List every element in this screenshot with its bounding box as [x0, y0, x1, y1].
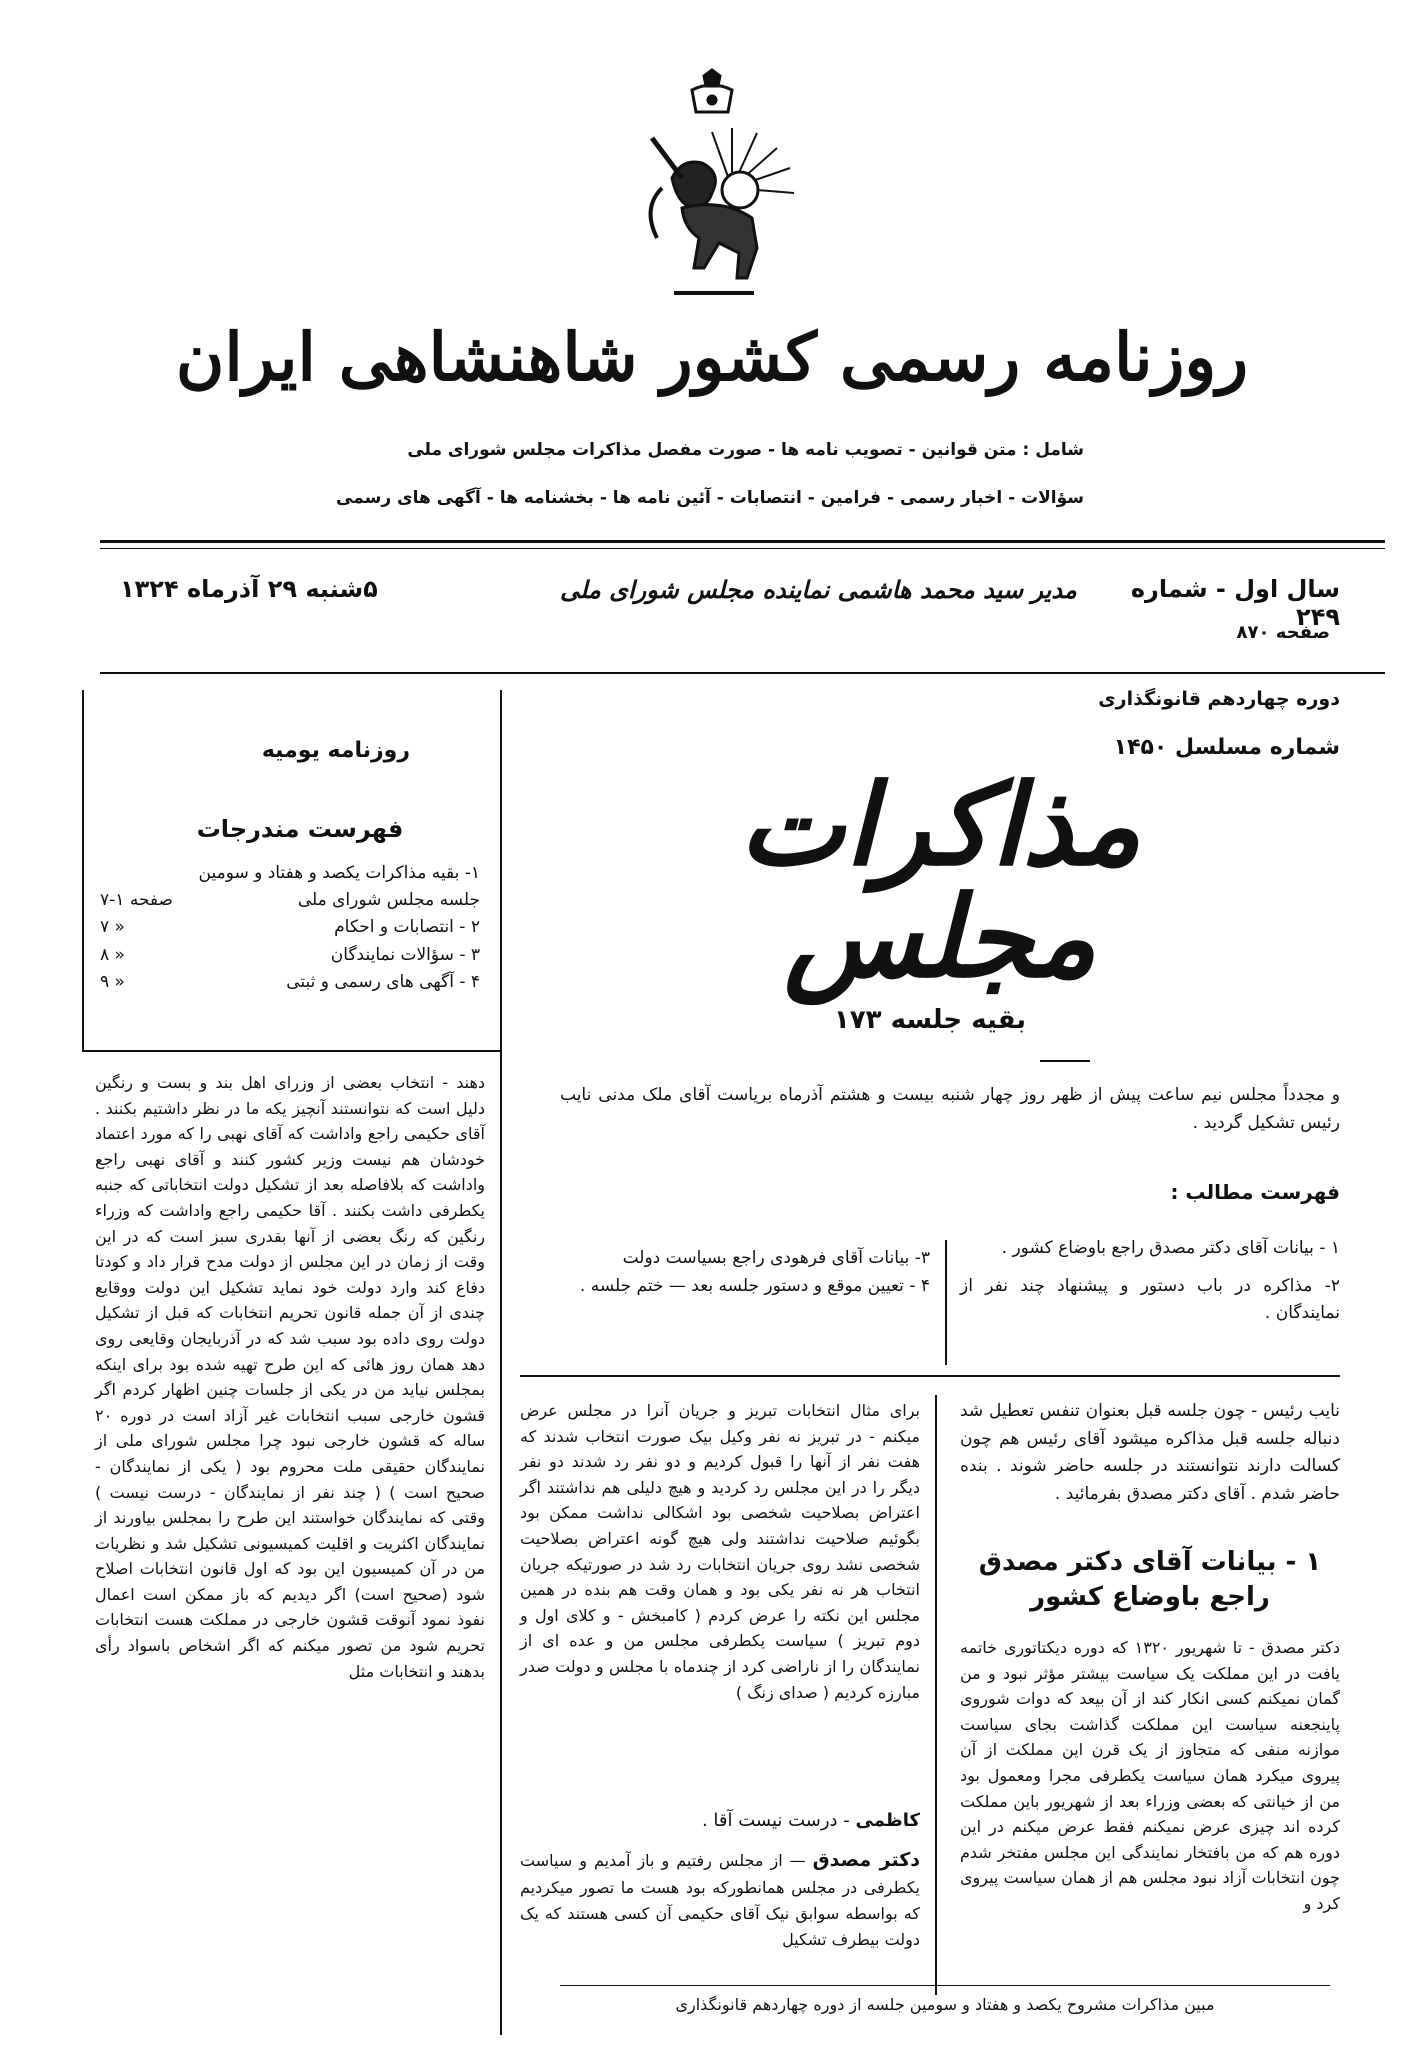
legislative-term: دوره چهاردهم قانونگذاری [1098, 688, 1340, 710]
short-rule [1040, 1060, 1090, 1062]
contents-item-page: « ۷ [100, 917, 125, 938]
issue-date: ۵شنبه ۲۹ آذرماه ۱۳۲۴ [120, 575, 378, 603]
topics-divider [945, 1240, 947, 1365]
issue-year-number: سال اول - شماره ۲۴۹ [1130, 575, 1340, 631]
item-1-heading: ۱ - بیانات آقای دکتر مصدق راجع باوضاع کشور [978, 1547, 1322, 1613]
contents-item-label: ۱- بقیه مذاکرات یکصد و هفتاد و سومین جلسه مجلس شورای ملی [198, 863, 480, 911]
left-box-border-left [82, 690, 84, 1050]
newspaper-title: روزنامه رسمی کشور شاهنشاهی ایران [175, 318, 1249, 396]
opening-paragraph: و مجدداً مجلس نیم ساعت پیش از ظهر روز چهار شنبه بیست و هشتم آذرماه بریاست آقای ملک مدنی نایب رئیس تشکیل گردید . [560, 1085, 1340, 1133]
topic-item: ۳- بیانات آقای فرهودی راجع بسیاست دولت [622, 1248, 930, 1268]
topic-item: ۴ - تعیین موقع و دستور جلسه بعد — ختم جلسه . [579, 1275, 930, 1296]
contents-item [100, 942, 480, 969]
speech-text: — از مجلس رفتیم و باز آمدیم و سیاست یکطرفی در مجلس همانطورکه بود هست ما تصور میکردیم که بواسطه سوابق نیک آقای حکیمی آن کسی هستند که یک دولت بیطرف تشکیل [520, 1851, 920, 1949]
contents-list [100, 860, 480, 996]
mossadegh-speech: دکتر مصدق - تا شهریور ۱۳۲۰ که دوره دیکتاتوری خاتمه یافت در این مملکت یک سیاست بیشتر مؤثر نبود و من گمان نمیکنم کسی انکار کند از آن بیعد که دوات شوروی پاینجعنه سیاست این مملکت گذاشت بجای سیاست موازنه منفی که متجاوز از یک قرن این مملکت از آن پیروی میکرد همان سیاست یکطرفی مجرا ومعمول بود من از خیانتی که بعضی وزراء بعد از شهریور باین مملکت کرده اند چیزی عرض نمیکنم فقط عرض میکنم در این دوره هم که من بافتخار نمایندگی این مجلس مفتخر شدم چون انتخابات آزاد نبود مجلس هم از همان سیاست پیروی کرد و [960, 1638, 1340, 1913]
topics-bottom-rule [520, 1375, 1340, 1377]
masthead-subtitle-line-1: شامل : متن قوانین - تصویب نامه ها - صورت مفصل مذاکرات مجلس شورای ملی [407, 440, 1084, 460]
top-rule-thin [100, 548, 1385, 549]
top-rule [100, 540, 1385, 543]
kazemi-remark [520, 1810, 920, 1831]
middle-column-text: برای مثال انتخابات تبریز و جریان آنرا در مجلس عرض میکنم - در تبریز نه نفر وکیل بیک صورت انتخاب شدند که هفت نفر از آنها را قبول کردیم و دو نفر رد شدند دو نفر دیگر را در این مجلس رد کردید و هیچ دلیلی هم نداشتند اگر اعتراض بصلاحیت شخصی بود اشکالی نداشت ممکن بود بگوئیم صلاحیت نداشتند ولی هیچ گونه اعتراض بصلاحیت شخصی نشد روی جریان انتخابات رد شد در صورتیکه جریان انتخاب هر نه نفر یکی بود و همان وقت هم بنده در همین مجلس این نکته را عرض کردم ( کامبخش - و کلای اول و دوم تبریز ) سیاست یکطرفی مجلس من و عده ای از نمایندگان را از ناراضی کرد از چندماه با مجلس و دولت صدر مبارزه کردیم ( صدای زنگ ) [520, 1401, 920, 1702]
issue-bar-rule [100, 672, 1385, 674]
session-remainder: بقیه جلسه ۱۷۳ [833, 1005, 1027, 1035]
topic-item: ۲- مذاکره در باب دستور و پیشنهاد چند نفر از نمایندگان . [960, 1275, 1340, 1324]
speaker-name: کاظمی [855, 1810, 920, 1831]
deputy-speaker-paragraph: نایب رئیس - چون جلسه قبل بعنوان تنفس تعطیل شد دنباله جلسه قبل مذاکره میشود آقای رئیس هم چون کسالت دارند نتوانستند در جلسه حاضر شوند . بنده حاضر شدم . آقای دکتر مصدق بفرمائید . [960, 1401, 1340, 1504]
speaker-name: دکتر مصدق [812, 1849, 921, 1871]
contents-title: فهرست مندرجات [196, 815, 404, 843]
topic-item: ۱ - بیانات آقای دکتر مصدق راجع باوضاع کشور . [1001, 1238, 1340, 1258]
footer-note: مبین مذاکرات مشروح یکصد و هفتاد و سومین جلسه از دوره چهاردهم قانونگذاری [675, 1995, 1215, 2014]
contents-item-label: ۳ - سؤالات نمایندگان [330, 944, 480, 965]
contents-item-page: صفحه ۱-۷ [100, 890, 173, 911]
contents-item [100, 860, 480, 914]
remark-text: - درست نیست آقا . [701, 1810, 850, 1831]
left-column-divider [500, 690, 502, 2035]
main-column-divider [935, 1395, 937, 1995]
contents-item [100, 914, 480, 941]
masthead-subtitle-line-2: سؤالات - اخبار رسمی - فرامین - انتصابات - آئین نامه ها - بخشنامه ها - آگهی های رسمی [336, 488, 1084, 508]
contents-item-label: ۴ - آگهی های رسمی و ثبتی [286, 971, 480, 992]
topics-right [960, 1235, 1340, 1328]
page-number: صفحه ۸۷۰ [1236, 622, 1330, 643]
daily-paper-label: روزنامه یومیه [261, 738, 410, 763]
footer-rule [560, 1985, 1330, 1986]
topics-label: فهرست مطالب : [1170, 1180, 1340, 1204]
mossadegh-continued [520, 1845, 920, 1952]
contents-item-page: « ۹ [100, 971, 125, 992]
editor-line: مدیر سید محمد هاشمی نماینده مجلس شورای ملی [560, 575, 1077, 604]
left-column-text: دهند - انتخاب بعضی از وزرای اهل بند و بست و رنگین دلیل است که نتوانستند آنچیز یکه ما در نظر داشتیم بکنند . آقای حکیمی راجع واداشت که آقای نهبی را که مورد اعتماد خودشان هم نیست وزیر کشور کنند و آقای نهبی راجع واداشت که بلافاصله بعد از تشکیل دولت انتخاباتی که جنبه یکطرفی داشت بکنند . آقا حکیمی راجع واداشت که وزراء رنگین که رنگ بعضی از آنها بقدری سبز است که در این وقت از زمان در این مجلس از دولت مدح قرار داد و کودتا دفاع کند وارد دولت خود نماید تشکیل این دولت ووقایع چندی از آن جمله قانون تحریم انتخابات که قبل از تشکیل دولت روی داده بود سبب شد که در آذربایجان وقایعی روی دهد همان روز هائی که این طرح تهیه شده بود برای اینکه بمجلس نیاید من در یکی از جلسات چنین اظهار کردم اگر قشون خارجی سبب انتخابات غیر آزاد است در دوره ۲۰ ساله که قشون خارجی نبود چرا مجلس شورای ملی از نمایندگان حقیقی ملت محروم بود ( یکی از نمایندگان - صحیح است ) ( چند نفر از نمایندگان - درست نیست ) وقتی که نمایندگان خواستند این طرح را بمجلس بیاورند از نمایندگان اکثریت و اقلیت کمیسیونی تشکیل شد و نظریات من در آن کمیسیون این بود که اول قانون انتخابات اصلاح شود (صحیح است) اگر دیدیم که باز ممکن است اعمال نفوذ نمود آنوقت قشون خارجی در مملکت هست انتخابات تحریم شود من تصور میکنم که اگر اشخاص باسواد رأی بدهند و انتخابات مثل [95, 1073, 485, 1681]
imperial-lion-and-sun-emblem [612, 68, 812, 318]
contents-item-page: « ۸ [100, 944, 125, 965]
section-title: مذاکرات مجلس [739, 760, 1141, 1003]
left-box-bottom-rule [82, 1050, 502, 1052]
contents-item [100, 969, 480, 996]
contents-item-label: ۲ - انتصابات و احکام [334, 917, 480, 938]
serial-number: شماره مسلسل ۱۴۵۰ [1113, 735, 1340, 760]
topics-left [520, 1245, 930, 1300]
